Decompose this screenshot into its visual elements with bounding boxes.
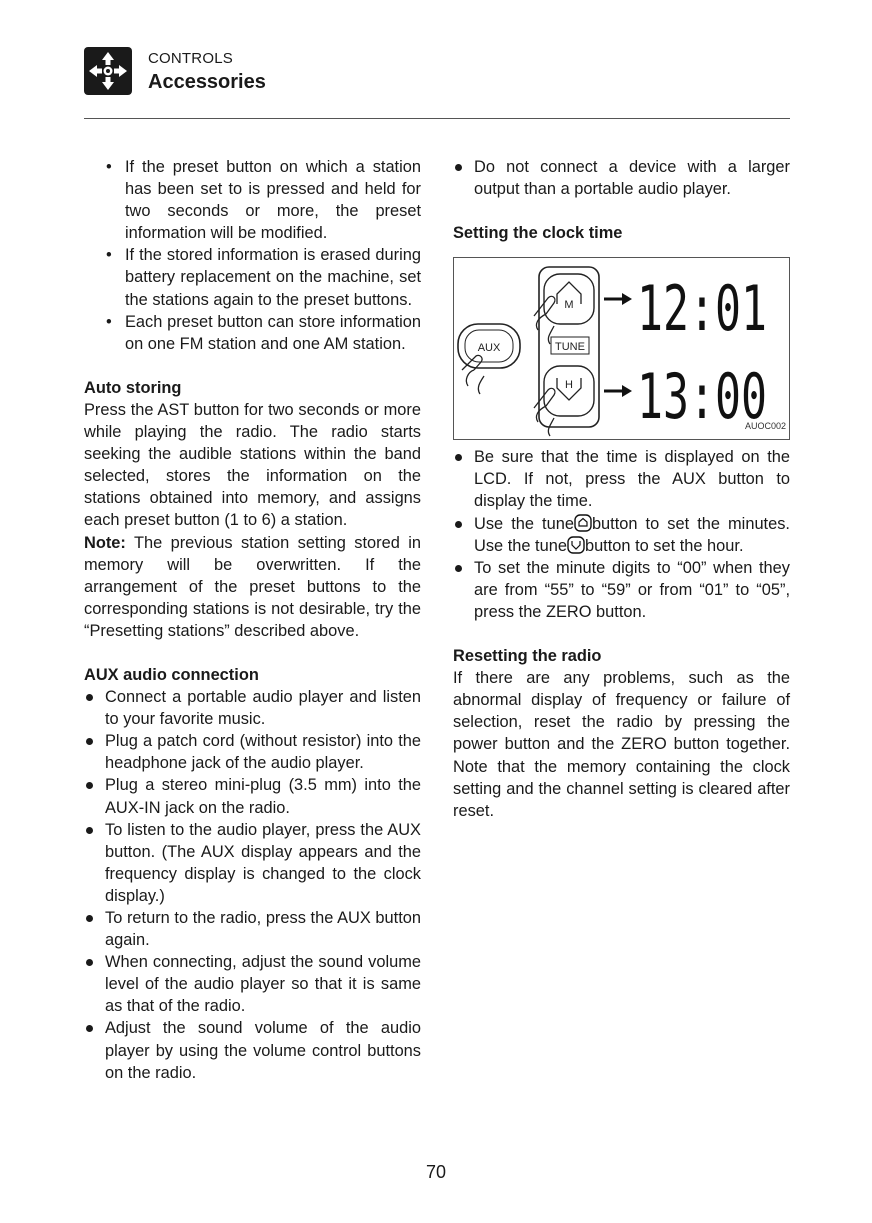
list-item: Be sure that the time is displayed on the LCD. If not, press the AUX button to display the time. [453, 446, 790, 512]
tune-text-a: Use the tune [474, 514, 574, 533]
page-title: Accessories [148, 71, 266, 93]
clock-heading: Setting the clock time [453, 224, 623, 243]
tune-text-b: button to set the minutes. Use the tune [474, 514, 790, 555]
aux-label: AUX [477, 342, 501, 355]
tune-text-c: button to set the hour. [584, 536, 744, 555]
left-column [84, 156, 421, 1084]
tune-up-icon [574, 514, 592, 532]
list-item: To set the minute digits to “00” when they are from “55” to “59” or from “01” to “05”, press the ZERO button. [453, 557, 790, 623]
arrow-right-icon [604, 385, 632, 397]
clock-steps-list [453, 446, 790, 623]
preset-notes-list [84, 156, 421, 355]
aux-heading: AUX audio connection [84, 665, 259, 684]
list-item: Connect a portable audio player and listen to your favorite music. [84, 686, 421, 730]
right-column [453, 156, 790, 822]
reset-body: If there are any problems, such as the abnormal display of frequency or failure of selection, reset the radio by pressing the power button and the ZERO button together. Note that the memory containing the clock setting and the channel setting is cleared after reset. [453, 669, 790, 820]
list-item: To listen to the audio player, press the AUX button. (The AUX display appears and the frequency display is changed to the clock display.) [84, 819, 421, 907]
list-item: To return to the radio, press the AUX button again. [84, 907, 421, 951]
list-item: Plug a stereo mini-plug (3.5 mm) into the AUX-IN jack on the radio. [84, 774, 421, 818]
tune-down-button-graphic [544, 366, 594, 416]
list-item: Plug a patch cord (without resistor) into the headphone jack of the audio player. [84, 730, 421, 774]
section-label: CONTROLS [148, 50, 233, 67]
h-label: H [565, 379, 573, 392]
lcd-time-top: 12:01 [637, 272, 767, 346]
lcd-time-bottom: 13:00 [637, 360, 767, 434]
list-item [453, 513, 790, 557]
clock-setting-figure [453, 257, 790, 440]
auto-storing-note [84, 532, 421, 642]
note-text: The previous station setting stored in memory will be overwritten. If the arrangement of the preset buttons to the corresponding stations is not desirable, try the “Presetting stations” described above. [84, 533, 421, 640]
clock-setting-illustration [454, 258, 789, 439]
m-label: M [564, 299, 574, 312]
controls-cross-icon [84, 47, 132, 95]
page-number: 70 [425, 1162, 447, 1182]
list-item: Adjust the sound volume of the audio player by using the volume control buttons on the radio. [84, 1017, 421, 1083]
figure-code: AUOC002 [744, 421, 786, 432]
list-item: • If the stored information is erased during battery replacement on the machine, set the stations again to the preset buttons. [84, 244, 421, 310]
arrow-right-icon [604, 293, 632, 305]
list-item: When connecting, adjust the sound volume level of the audio player so that it is same as that of the radio. [84, 951, 421, 1017]
aux-list [84, 686, 421, 1084]
warning-list [453, 156, 790, 200]
note-label: Note: [84, 533, 126, 552]
auto-storing-body: Press the AST button for two seconds or more while playing the radio. The radio starts seeking the audible stations within the band selected, stores the information on the stations obtained into memory, and assigns each preset button (1 to 6) a station. [84, 400, 421, 530]
tune-down-icon [567, 536, 585, 554]
reset-heading: Resetting the radio [453, 647, 602, 666]
list-item: • If the preset button on which a station has been set to is pressed and held for two seconds or more, the preset information will be modified. [84, 156, 421, 244]
list-item: Do not connect a device with a larger output than a portable audio player. [453, 156, 790, 200]
tune-label: TUNE [555, 341, 585, 354]
list-item: • Each preset button can store information on one FM station and one AM station. [84, 311, 421, 355]
auto-storing-heading: Auto storing [84, 378, 182, 397]
header-divider [84, 118, 790, 119]
